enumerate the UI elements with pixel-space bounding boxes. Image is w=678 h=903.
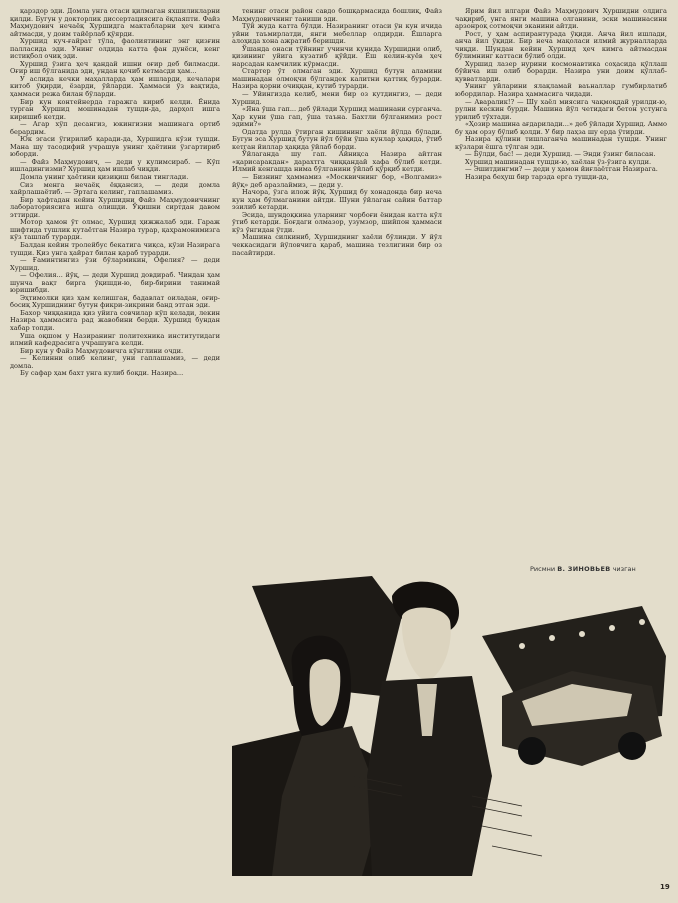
paragraph: — Офелия... йўқ, — деди Хуршид довдираб. Чиндан ҳам шунча вақт бирга ўқишди-ю, бир-бирини танимай юришибди. xyxy=(10,271,220,295)
paragraph: «Яна ўша гап... деб ўйлади Хуршид машинани сурганча. Ҳар куни ўша гап, ўша таъна. Бахтли бўлганимиз рост эдими?» xyxy=(232,105,442,129)
paragraph: Одатда рулда ўтирган кишининг хаёли йўлда бўлади. Бугун эса Хуршид бутун йўл бўйи ўша кунлар ҳақида, ўтиб кетган йиллар ҳақида ўйлаб борди. xyxy=(232,127,442,151)
paragraph: Хуршид ўзига ҳеч қандай ишни оғир деб билмасди. Оғир иш бўлганида эди, ундан қочиб кетмасди ҳам... xyxy=(10,59,220,76)
paragraph: Балдан кейин тролейбус бекатига чиқса, кўзи Назирага тушди. Қиз унга ҳайрат билан қараб турарди. xyxy=(10,240,220,257)
paragraph: — Агар хўп десангиз, юкингизни машинага ортиб берардим. xyxy=(10,120,220,136)
paragraph: Юк эгаси ўгирилиб қаради-да, Хуршидга кўзи тушди. Мана шу тасодифий учрашув унинг ҳаётини ўзгартириб юборди. xyxy=(10,135,220,159)
illustration-caption xyxy=(530,565,636,573)
page-number: 19 xyxy=(660,883,670,891)
paragraph: Стартер ўт олмаган эди. Хуршид бутун аламини машинадан олмоқчи бўлгандек калитни қаттиқ бурарди. Назира қорни очиққан, кутиб турарди. xyxy=(232,67,442,91)
paragraph: — Эшитдингми? — деди у ҳамон йиғлаётган Назирага. xyxy=(465,165,658,174)
paragraph: Хуршид машинадан тушди-ю, хаёлан ўз-ўзига кулди. xyxy=(465,157,652,166)
paragraph: Сиз менга нечаёқ ёққансиз, — деди домла хайрлашаётиб. — Эртага келинг, гаплашамиз. xyxy=(10,180,220,197)
paragraph: Тўй жуда катта бўлди. Назиранинг отаси ўн кун ичида уйни таъмирлатди, янги мебеллар олдирди. Ёшларга алоҳида хона ажратиб беришди. xyxy=(232,22,442,46)
paragraph: Бир кун у Файз Маҳмудовичга кўнглини очди. xyxy=(20,346,184,355)
paragraph: У аслида кечки маҳалларда ҳам ишларди, кечалари китоб ўқирди, ёзарди, ўйларди. Ҳаммаси ўз вақтида, ҳаммаси режа билан бўларди. xyxy=(10,74,220,99)
paragraph: қарздор эди. Домла унга отаси қилмаган яхшиликларни қилди. Бугун у докторлик диссертациясига ёқлаяпти. Файз Маҳмудович нечаёқ Хуршидга мактабларни ҳеч кимга айтмасди, у доим тайёрлаб қўярди. xyxy=(10,8,220,38)
car-wheel-back xyxy=(618,732,646,760)
paragraph: Уша оқшом у Назиранинг политехника институтидаги илмий кафедрасига учрашувга келди. xyxy=(10,331,220,348)
paragraph: Бахор чиққанида қиз уйига совчилар кўп келади, лекин Назира ҳаммасига рад жавобини берди. Хуршид бундан хабар топди. xyxy=(10,308,220,332)
paragraph: — Ғаминтингиз ўзи бўлармикин, Офелия? — деди Хуршид. xyxy=(10,256,220,272)
caption-prefix: Рисмни xyxy=(530,565,556,573)
paragraph: Эҳтимолки қиз ҳам келишган, бадавлат оиладан, оғир-босиқ Хуршиднинг бутун фикри-зикрини банд этган эди. xyxy=(10,293,220,310)
story-illustration xyxy=(232,576,666,876)
paragraph: Бу сафар ҳам бахт унга кулиб боқди. Назира... xyxy=(20,369,184,378)
paragraph: Эсида, шундоқкина уларнинг чорбоғи ёнидан катта кўл ўтиб кетарди. Боғдаги олмазор, узумзор, шийпон ҳаммаси кўз ўнгидан ўтди. xyxy=(232,210,442,234)
paragraph: «Ҳозир машина ағдарилади...» деб ўйлади Хуршид. Аммо бу ҳам орзу бўлиб қолди. У бир лаҳза шу ерда ўтирди. xyxy=(455,120,667,136)
paragraph: Ярим йил илгари Файз Маҳмудович Хуршидни олдига чақириб, унга янги машина олганини, эски машинасини арзонроқ сотмоқчи эканини айтди. xyxy=(455,8,667,31)
paragraph: Начора, ўзга илож йўқ. Хуршид бу хонадонда бир неча кун ҳам бўлмаганини айтди. Шуни ўйлаган сайин баттар эзилиб кетарди. xyxy=(232,188,442,212)
paragraph: тенинг отаси район савдо бошқармасида бошлиқ, Файз Маҳмудовичнинг таниши эди. xyxy=(232,8,442,23)
paragraph: — Аваралик!? — Шу хаёл миясига чақмоқдай урилди-ю, рулни кескин бурди. Машина йўл четидаги бетон устунга урилиб тўхтади. xyxy=(455,97,667,121)
paragraph: Хуршид куч-ғайрат тўла, фаолиятининг энг қизғин палласида эди. Унинг олдида катта фан дунёси, кенг истиқбол очиқ эди. xyxy=(10,37,220,61)
caption-artist: В. ЗИНОВЬЕВ xyxy=(557,565,611,573)
car-wheel-front xyxy=(518,737,546,765)
paragraph: — Бизнинг ҳаммамиз «Москвичнинг бор, «Волгамиз» йўқ» деб аразлаймиз, — деди у. xyxy=(232,173,442,189)
text-column-2 xyxy=(232,8,442,568)
paragraph: Рост, у ҳам аспирантурада ўқиди. Анча йил ишлади, анча йил ўқиди. Бир неча мақоласи илмий журналларда чиқди. Шундан кейин Хуршид ҳеч кимга айтмасдан бўлимнинг каттаси бўлиб олди. xyxy=(455,29,667,61)
paragraph: Унинг уйларини ялақламай ваъналлар гумбирлатиб юбордилар. Назира ҳаммасига чидади. xyxy=(455,82,667,99)
paragraph: Бир кун контейнерда гаражга кириб келди. Ёнида турган Хуршид мошинадан тушди-да, дарҳол ишга киришиб кетди. xyxy=(10,97,220,121)
paragraph: Назира беҳуш бир тарзда ерга тушди-да, xyxy=(465,173,609,182)
paragraph: — Уйингизда келиб, мени бир оз кутдингиз, — деди Хуршид. xyxy=(232,90,442,106)
paragraph: Хуршид лазер нурини космонавтика соҳасида қўллаш бўйича иш олиб борарди. Назира уни доим қўллаб-қувватларди. xyxy=(455,59,667,83)
paragraph: — Келинни олиб келинг, уни гаплашамиз, — деди домла. xyxy=(10,354,220,370)
paragraph: — Бўлди, бас! — деди Хуршид. — Энди ўзинг биласан. xyxy=(465,150,656,159)
paragraph: Мотор ҳамон ўт олмас, Хуршид ҳижжалаб эди. Гараж шифтида тушлик кутаётган Назира турар, қаҳрамонимизга кўз ташлаб турарди. xyxy=(10,218,220,242)
caption-suffix: чизган xyxy=(612,565,636,573)
paragraph: — Файз Маҳмудович, — деди у кулимсираб. — Кўп ишладингизми? Хуршид ҳам ишлаб чиқди. xyxy=(10,157,220,174)
paragraph: Ўшанда онаси тўйнинг учинчи кунида Хуршидни олиб, қизининг уйига кузатиб қўйди. Ёш келин-куёв ҳеч нарсадан камчилик кўрмасди. xyxy=(232,44,442,68)
paragraph: Домла унинг ҳаётини қизиқиш билан тинглади. xyxy=(20,173,189,182)
paragraph: Бир ҳафтадан кейин Хуршидни Файз Маҳмудовичнинг лабораториясига ишга олишди. Ўқишни сиртдан давом эттирди. xyxy=(10,195,220,219)
paragraph: Ўйлаганда шу гап. Айниқса Назира айтган «қарисаракдан» дарахтга чиққандай хафа бўлиб кетди. Илмий кенгашда нима бўлганини ўйлаб қўрқиб кетди. xyxy=(232,150,442,174)
paragraph: Назира қўлини тишлаганча машинадан тушди. Унинг кўзлари ёшга тўлган эди. xyxy=(455,135,667,151)
text-column-3 xyxy=(455,8,667,570)
paragraph: Машина силкиниб, Хуршиднинг хаёли бўлинди. У йўл чеккасидаги йўловчига қараб, машина тезлигини бир оз пасайтирди. xyxy=(232,233,442,257)
text-column-1 xyxy=(10,8,220,890)
